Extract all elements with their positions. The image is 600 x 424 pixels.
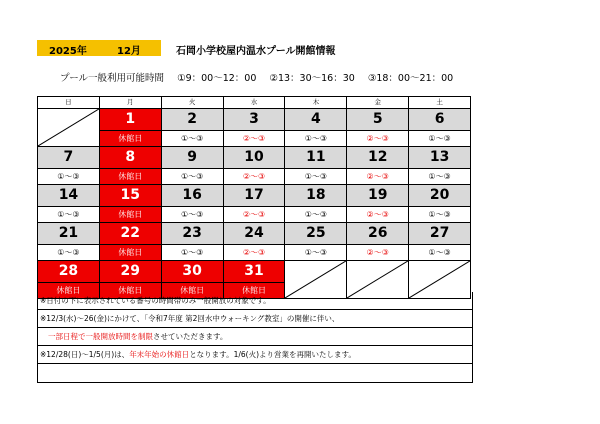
day-cell bbox=[38, 147, 99, 184]
month-label: 12月 bbox=[117, 46, 141, 57]
closed-label: 休館日 bbox=[100, 169, 161, 184]
time-slot-label: ①～③ bbox=[162, 207, 223, 222]
day-of-week-label: 火 bbox=[161, 97, 223, 108]
closed-label: 休館日 bbox=[38, 283, 99, 298]
day-cell bbox=[408, 223, 470, 260]
day-cell bbox=[38, 185, 99, 222]
day-cell bbox=[161, 185, 223, 222]
day-number: 8 bbox=[100, 147, 161, 169]
closed-label: 休館日 bbox=[100, 245, 161, 260]
day-number: 2 bbox=[162, 109, 223, 131]
time-slot-label: ①～③ bbox=[38, 245, 99, 260]
day-cell bbox=[223, 185, 285, 222]
day-cell bbox=[223, 223, 285, 260]
note-3: 一部日程で一般開放時間を制限させていただきます。 bbox=[38, 328, 472, 346]
day-of-week-label: 水 bbox=[223, 97, 285, 108]
day-cell bbox=[284, 185, 346, 222]
time-slot-label: ②～③ bbox=[347, 245, 408, 260]
time-slot-label: ②～③ bbox=[224, 245, 285, 260]
note-2: ※12/3(水)～26(金)にかけて、「令和7年度 第2回水中ウォーキング教室」の開催に伴い、 bbox=[38, 310, 472, 328]
day-number: 27 bbox=[409, 223, 470, 245]
day-cell bbox=[161, 109, 223, 146]
day-number: 22 bbox=[100, 223, 161, 245]
closed-day-cell bbox=[99, 147, 161, 184]
pool-hours bbox=[60, 70, 463, 84]
hours-slot-2: ②13：30～16：30 bbox=[269, 73, 355, 84]
day-number: 14 bbox=[38, 185, 99, 207]
day-number: 17 bbox=[224, 185, 285, 207]
time-slot-label: ①～③ bbox=[285, 207, 346, 222]
day-number: 25 bbox=[285, 223, 346, 245]
day-number: 18 bbox=[285, 185, 346, 207]
day-cell bbox=[346, 185, 408, 222]
time-slot-label: ①～③ bbox=[285, 131, 346, 146]
time-slot-label: ①～③ bbox=[162, 169, 223, 184]
day-cell bbox=[223, 147, 285, 184]
day-number: 19 bbox=[347, 185, 408, 207]
calendar-week bbox=[37, 184, 471, 222]
day-number: 15 bbox=[100, 185, 161, 207]
time-slot-label: ②～③ bbox=[347, 131, 408, 146]
day-number: 9 bbox=[162, 147, 223, 169]
day-of-week-label: 土 bbox=[408, 97, 470, 108]
day-number: 31 bbox=[224, 261, 285, 283]
hours-label: プール一般利用可能時間 bbox=[60, 73, 165, 84]
calendar bbox=[37, 96, 471, 299]
time-slot-label: ①～③ bbox=[409, 207, 470, 222]
empty-day-cell bbox=[38, 109, 99, 146]
closed-day-cell bbox=[99, 185, 161, 222]
day-number: 30 bbox=[162, 261, 223, 283]
day-number: 1 bbox=[100, 109, 161, 131]
time-slot-label: ②～③ bbox=[224, 207, 285, 222]
closed-label: 休館日 bbox=[224, 283, 285, 298]
day-number: 20 bbox=[409, 185, 470, 207]
day-cell bbox=[223, 109, 285, 146]
day-cell bbox=[161, 223, 223, 260]
day-cell bbox=[161, 147, 223, 184]
day-number: 11 bbox=[285, 147, 346, 169]
closed-label: 休館日 bbox=[162, 283, 223, 298]
time-slot-label: ①～③ bbox=[285, 169, 346, 184]
day-of-week-label: 月 bbox=[99, 97, 161, 108]
time-slot-label: ①～③ bbox=[162, 245, 223, 260]
closed-label: 休館日 bbox=[100, 207, 161, 222]
day-cell bbox=[408, 185, 470, 222]
closed-day-cell bbox=[99, 223, 161, 260]
day-number: 13 bbox=[409, 147, 470, 169]
day-number: 24 bbox=[224, 223, 285, 245]
day-number: 4 bbox=[285, 109, 346, 131]
day-number: 6 bbox=[409, 109, 470, 131]
year-label: 2025年 bbox=[49, 46, 87, 57]
day-number: 16 bbox=[162, 185, 223, 207]
note-1: ※日付の下に表示されている番号の時間帯のみ一般開放の対象です。 bbox=[38, 292, 472, 310]
time-slot-label: ②～③ bbox=[224, 169, 285, 184]
notes-box bbox=[37, 292, 473, 383]
page-title: 石岡小学校屋内温水プール開館情報 bbox=[176, 46, 336, 57]
day-cell bbox=[284, 109, 346, 146]
day-of-week-label: 木 bbox=[284, 97, 346, 108]
hours-slot-1: ①9：00～12：00 bbox=[177, 73, 257, 84]
calendar-week bbox=[37, 146, 471, 184]
hours-slot-3: ③18：00～21：00 bbox=[367, 73, 454, 84]
day-of-week-label: 日 bbox=[65, 98, 72, 106]
time-slot-label: ①～③ bbox=[409, 169, 470, 184]
time-slot-label: ①～③ bbox=[38, 169, 99, 184]
calendar-week bbox=[37, 108, 471, 146]
day-number: 21 bbox=[38, 223, 99, 245]
time-slot-label: ①～③ bbox=[38, 207, 99, 222]
closed-day-cell bbox=[99, 109, 161, 146]
day-number: 12 bbox=[347, 147, 408, 169]
time-slot-label: ②～③ bbox=[224, 131, 285, 146]
note-4: ※12/28(日)～1/5(月)は、年末年始の休館日となります。1/6(火)より営業を再開いたします。 bbox=[38, 346, 472, 364]
day-of-week-label: 金 bbox=[346, 97, 408, 108]
day-cell bbox=[346, 223, 408, 260]
day-number: 7 bbox=[38, 147, 99, 169]
day-number: 5 bbox=[347, 109, 408, 131]
time-slot-label: ②～③ bbox=[347, 169, 408, 184]
time-slot-label: ①～③ bbox=[285, 245, 346, 260]
day-number: 10 bbox=[224, 147, 285, 169]
time-slot-label: ①～③ bbox=[162, 131, 223, 146]
day-number: 29 bbox=[100, 261, 161, 283]
day-cell bbox=[38, 223, 99, 260]
year-month-badge bbox=[37, 40, 161, 56]
day-cell bbox=[284, 223, 346, 260]
note-blank bbox=[38, 364, 472, 382]
day-number: 28 bbox=[38, 261, 99, 283]
day-number: 23 bbox=[162, 223, 223, 245]
day-cell bbox=[408, 109, 470, 146]
day-cell bbox=[284, 147, 346, 184]
day-number: 26 bbox=[347, 223, 408, 245]
closed-label: 休館日 bbox=[100, 131, 161, 146]
day-number: 3 bbox=[224, 109, 285, 131]
calendar-week bbox=[37, 222, 471, 260]
day-cell bbox=[346, 109, 408, 146]
day-cell bbox=[346, 147, 408, 184]
day-cell bbox=[408, 147, 470, 184]
time-slot-label: ①～③ bbox=[409, 131, 470, 146]
time-slot-label: ②～③ bbox=[347, 207, 408, 222]
time-slot-label: ①～③ bbox=[409, 245, 470, 260]
closed-label: 休館日 bbox=[100, 283, 161, 298]
day-of-week-header bbox=[37, 96, 471, 108]
